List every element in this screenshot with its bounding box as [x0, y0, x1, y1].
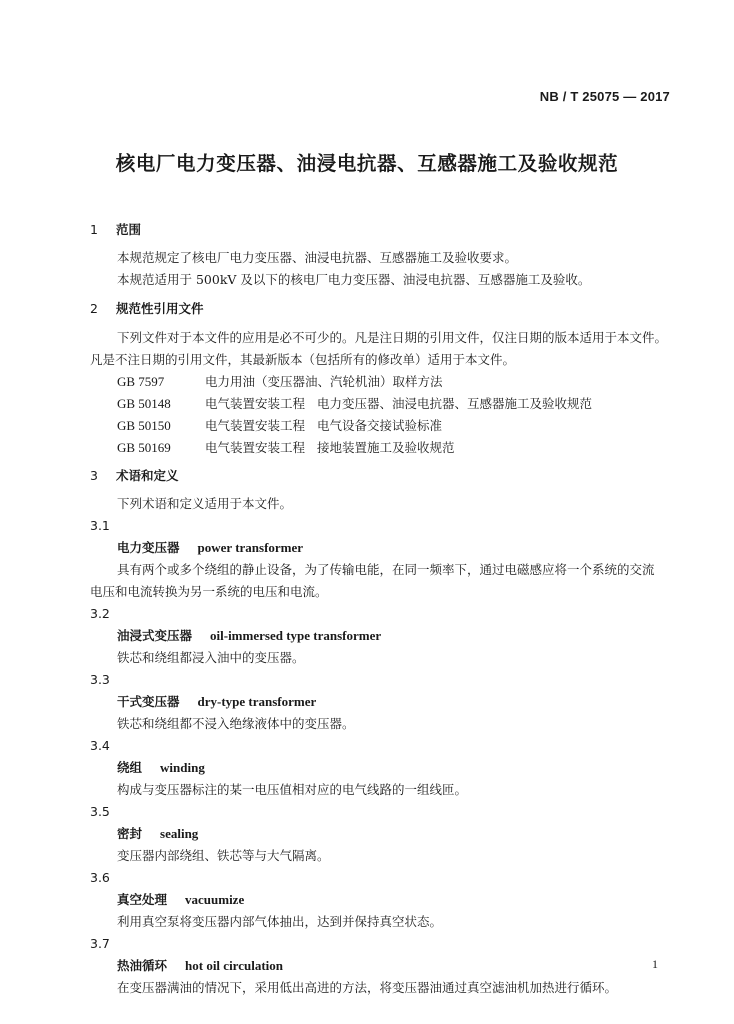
section-heading-terms-and-definitions: 3 术语和定义 [90, 468, 179, 483]
page-number: 1 [652, 957, 658, 971]
term-number: 3.2 [90, 606, 110, 621]
term-heading: 电力变压器 power transformer [117, 540, 304, 555]
paragraph: 下列术语和定义适用于本文件。 [117, 496, 293, 511]
term-definition: 变压器内部绕组、铁芯等与大气隔离。 [117, 848, 330, 863]
term-definition: 具有两个或多个绕组的静止设备，为了传输电能，在同一频率下，通过电磁感应将一个系统的交流 [117, 562, 655, 577]
term-definition: 在变压器满油的情况下，采用低出高进的方法，将变压器油通过真空滤油机加热进行循环。 [117, 980, 618, 995]
term-heading: 干式变压器 dry-type transformer [117, 694, 317, 709]
term-heading: 绕组 winding [117, 760, 205, 775]
paragraph: 本规范规定了核电厂电力变压器、油浸电抗器、互感器施工及验收要求。 [117, 250, 518, 265]
paragraph: 本规范适用于 500kV 及以下的核电厂电力变压器、油浸电抗器、互感器施工及验收。 [117, 272, 591, 287]
reference-item: GB 50150 电气装置安装工程 电气设备交接试验标准 [117, 418, 443, 433]
term-number: 3.7 [90, 936, 110, 951]
paragraph: 下列文件对于本文件的应用是必不可少的。凡是注日期的引用文件，仅注日期的版本适用于本文件。 [117, 330, 668, 345]
section-heading-normative-references: 2 规范性引用文件 [90, 301, 204, 316]
term-number: 3.5 [90, 804, 110, 819]
term-heading: 油浸式变压器 oil-immersed type transformer [117, 628, 382, 643]
term-heading: 密封 sealing [117, 826, 199, 841]
term-number: 3.6 [90, 870, 110, 885]
term-heading: 热油循环 hot oil circulation [117, 958, 283, 973]
paragraph: 凡是不注日期的引用文件，其最新版本（包括所有的修改单）适用于本文件。 [90, 352, 516, 367]
standard-code: NB / T 25075 — 2017 [539, 89, 670, 104]
term-definition: 铁芯和绕组都不浸入绝缘液体中的变压器。 [117, 716, 355, 731]
section-heading-scope: 1 范围 [90, 222, 142, 237]
term-definition: 利用真空泵将变压器内部气体抽出，达到并保持真空状态。 [117, 914, 443, 929]
term-number: 3.4 [90, 738, 110, 753]
term-definition: 构成与变压器标注的某一电压值相对应的电气线路的一组线匝。 [117, 782, 468, 797]
term-heading: 真空处理 vacuumize [117, 892, 245, 907]
document-title: 核电厂电力变压器、油浸电抗器、互感器施工及验收规范 [115, 152, 619, 175]
term-number: 3.1 [90, 518, 110, 533]
reference-item: GB 7597 电力用油（变压器油、汽轮机油）取样方法 [117, 374, 443, 389]
term-definition: 电压和电流转换为另一系统的电压和电流。 [90, 584, 328, 599]
reference-item: GB 50148 电气装置安装工程 电力变压器、油浸电抗器、互感器施工及验收规范 [117, 396, 593, 411]
term-number: 3.3 [90, 672, 110, 687]
reference-item: GB 50169 电气装置安装工程 接地装置施工及验收规范 [117, 440, 455, 455]
term-definition: 铁芯和绕组都浸入油中的变压器。 [117, 650, 305, 665]
